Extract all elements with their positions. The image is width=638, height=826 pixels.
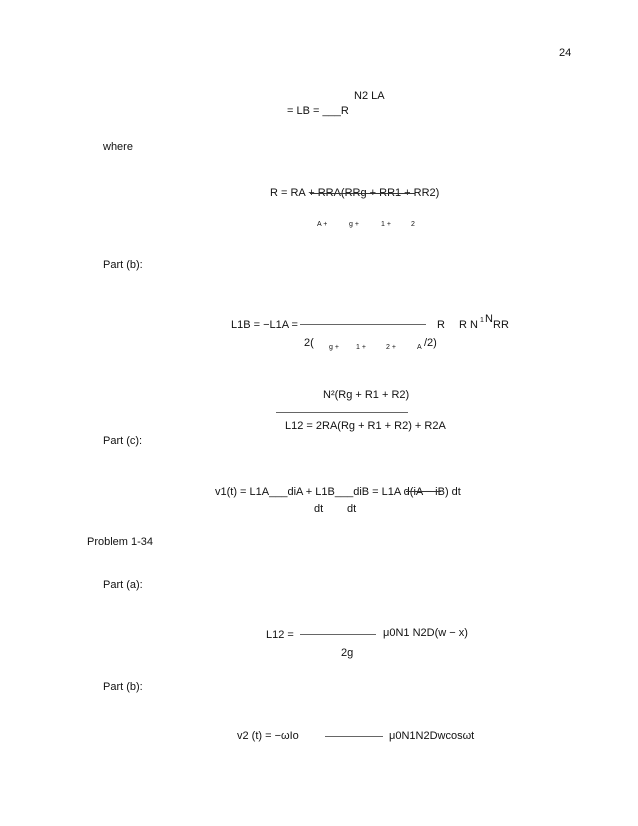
equation-r: R = RA + RRA(RRg + RR1 + RR2) — [270, 187, 440, 199]
part-a-label: Part (a): — [103, 579, 143, 591]
equation-v2-right: μ0N1N2Dwcosωt — [389, 730, 475, 742]
equation-l1b-sup: 1 — [480, 317, 484, 324]
equation-l1b-denom-a: A — [417, 344, 422, 351]
equation-l12b-denominator: 2g — [341, 647, 354, 659]
page-number: 24 — [559, 47, 572, 59]
problem-heading: Problem 1-34 — [87, 536, 154, 548]
equation-r-strike — [310, 193, 415, 194]
equation-l12-fraction-line — [276, 412, 408, 413]
equation-l12-numerator: N²(Rg + R1 + R2) — [323, 389, 410, 401]
equation-r-sub-g: g + — [349, 221, 359, 228]
equation-top-numerator: N2 LA — [354, 90, 385, 102]
part-b-label: Part (b): — [103, 259, 143, 271]
equation-l1b-r: R — [437, 319, 445, 331]
equation-l12-denominator: L12 = 2RA(Rg + R1 + R2) + R2A — [285, 420, 446, 432]
equation-l1b-left: L1B = −L1A = — [231, 319, 298, 331]
equation-l1b-fraction-line — [300, 324, 426, 325]
part-c-label: Part (c): — [103, 435, 143, 447]
equation-l1b-rn: R N — [459, 319, 478, 331]
equation-l12b-fraction-line — [300, 634, 376, 635]
equation-v1: v1(t) = L1A___diA + L1B___diB = L1A d(iA − iB) dt — [215, 486, 461, 498]
part-b2-label: Part (b): — [103, 681, 143, 693]
equation-r-sub-1: 1 + — [381, 221, 391, 228]
equation-v1-strike — [406, 491, 441, 492]
equation-v2-left: v2 (t) = −ωIo — [237, 730, 299, 742]
equation-l1b-denom-end: /2) — [424, 337, 437, 349]
equation-l12b-left: L12 = — [266, 629, 294, 641]
equation-l1b-big-n: N — [485, 313, 493, 325]
where-label: where — [103, 141, 133, 153]
equation-l1b-denom-2: 2 + — [386, 344, 396, 351]
equation-l1b-denom-1: 1 + — [356, 344, 366, 351]
equation-v1-dt1: dt — [314, 503, 324, 515]
equation-r-sub-2: 2 — [411, 221, 415, 228]
equation-l1b-rr: RR — [493, 319, 509, 331]
equation-r-sub-a: A + — [317, 221, 328, 228]
equation-l1b-denom-start: 2( — [304, 337, 314, 349]
equation-v2-fraction-line — [325, 736, 383, 737]
equation-top: = LB = ___R — [287, 105, 349, 117]
equation-v1-dt2: dt — [347, 503, 357, 515]
equation-l12b-right: μ0N1 N2D(w − x) — [383, 627, 468, 639]
equation-l1b-denom-g: g + — [329, 344, 339, 351]
